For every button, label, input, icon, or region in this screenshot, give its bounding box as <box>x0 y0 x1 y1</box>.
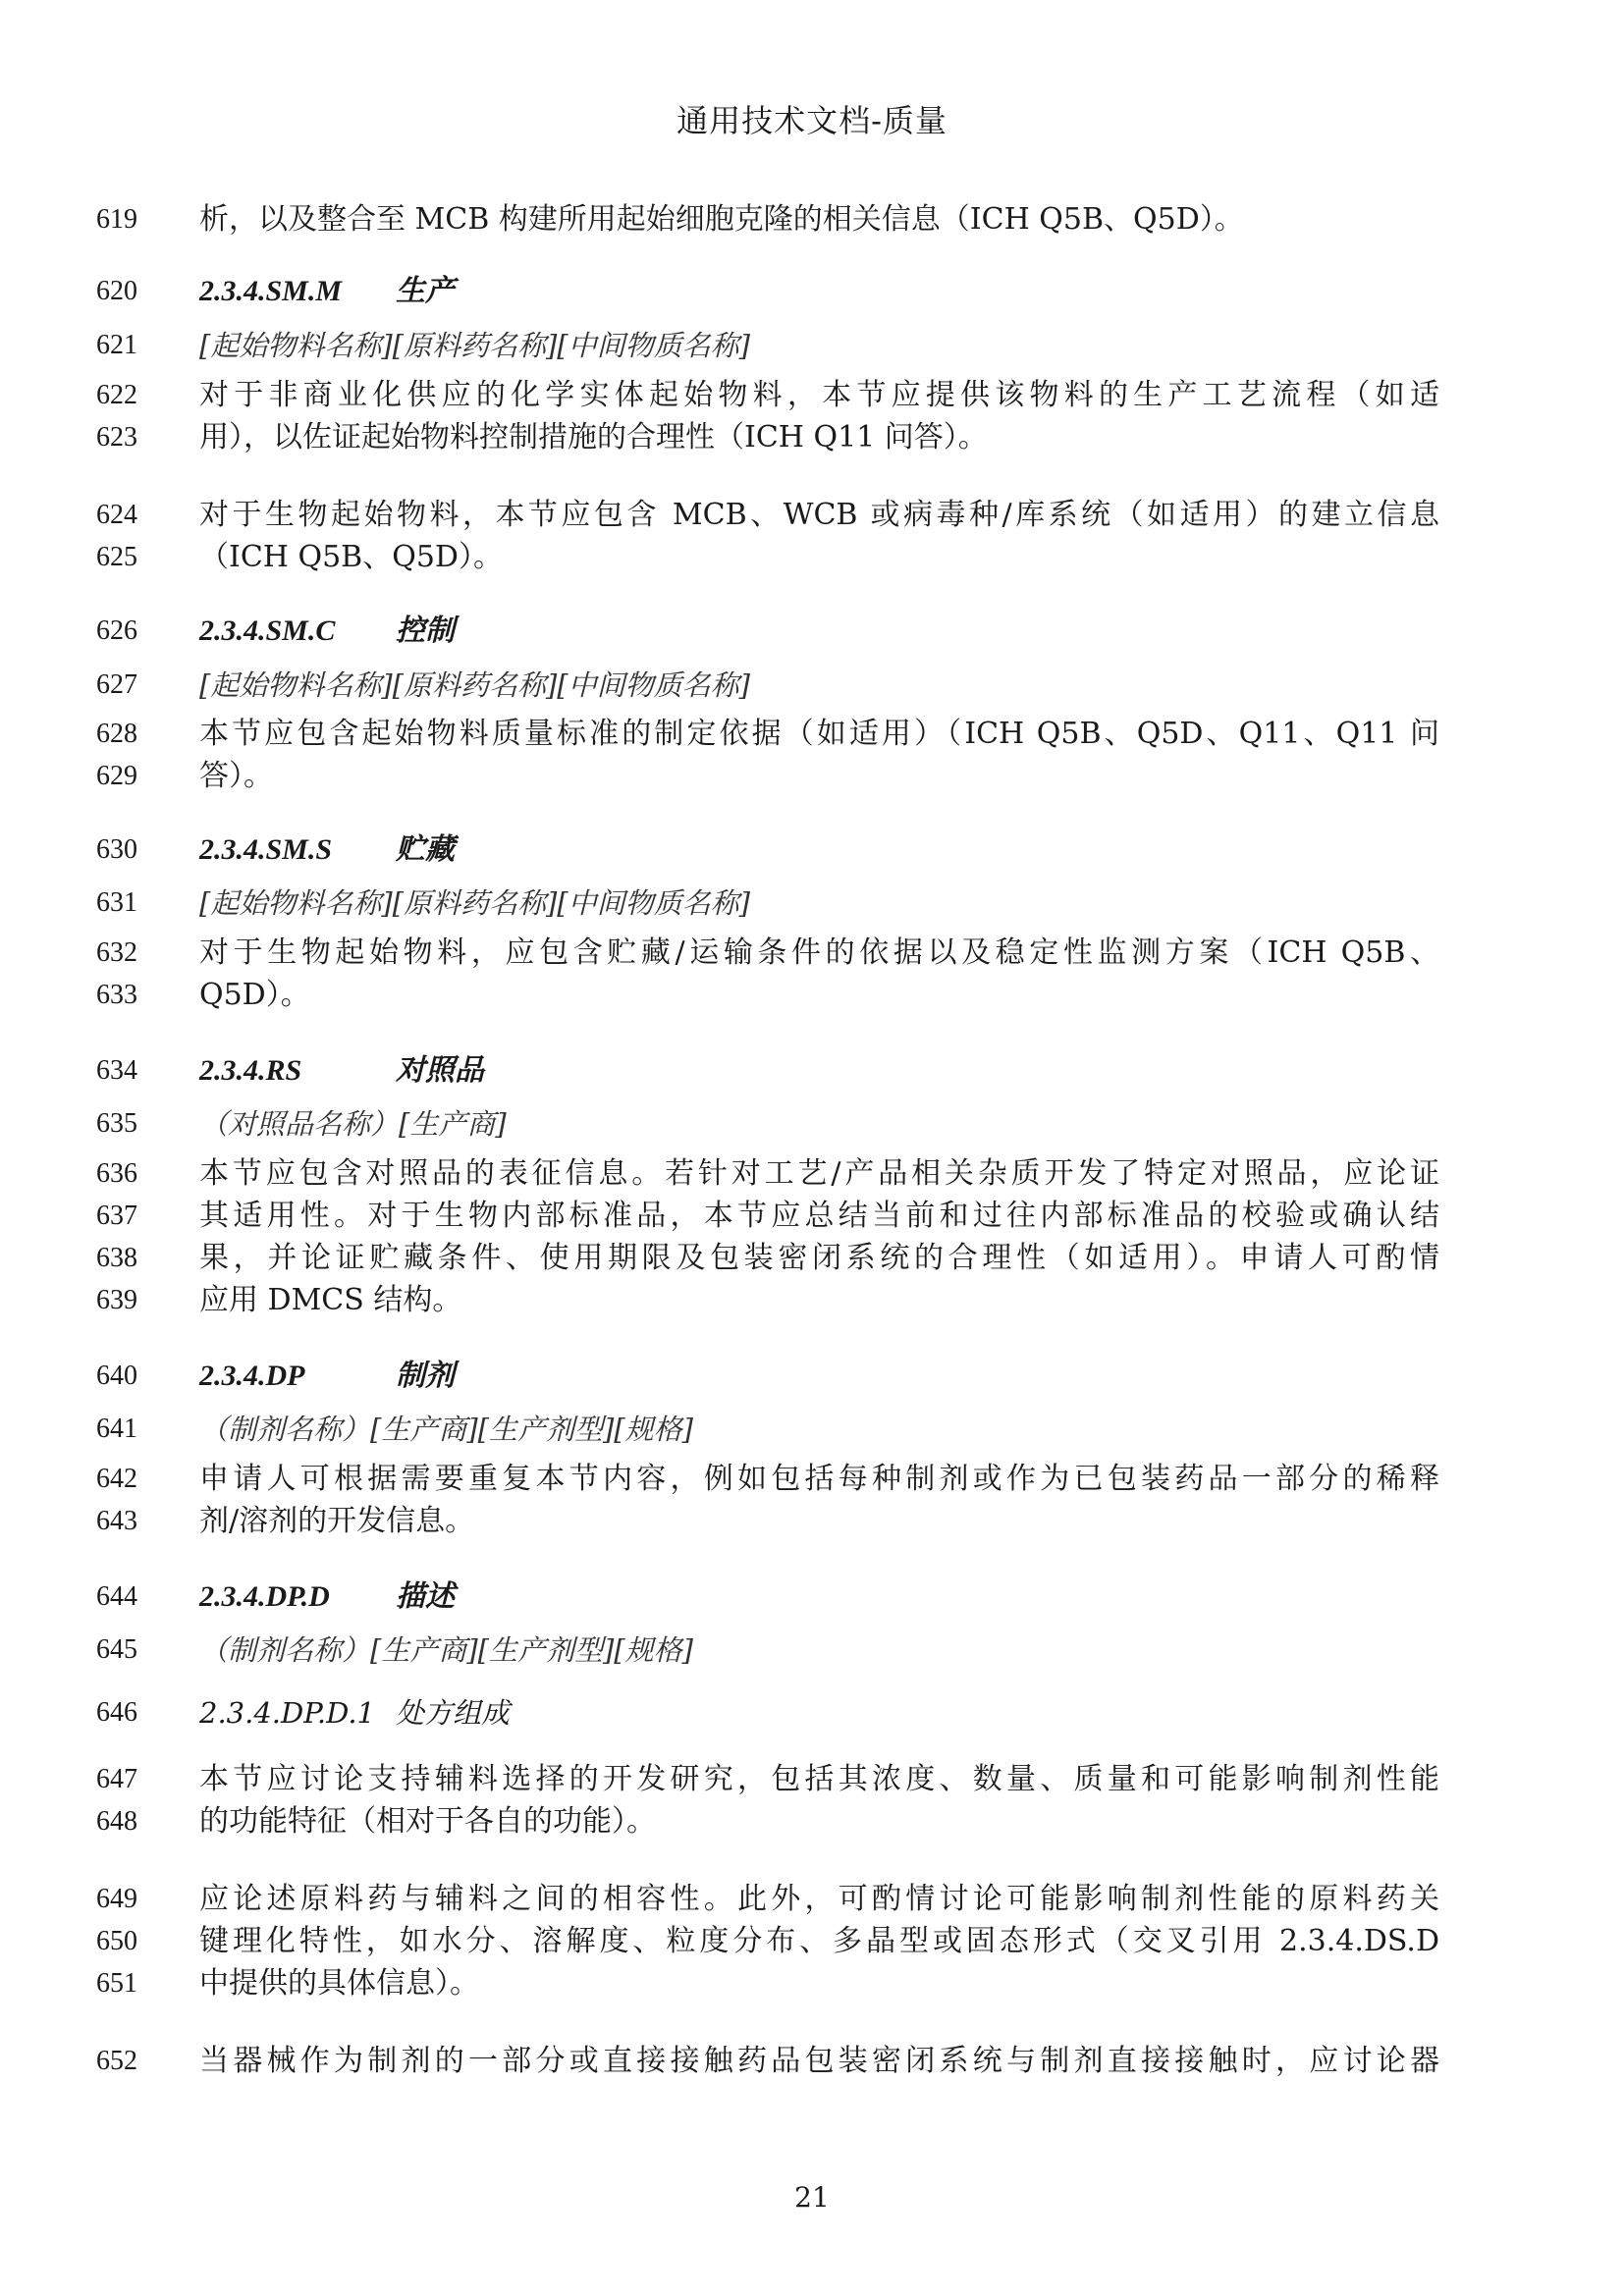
line-number: 629 <box>96 761 137 791</box>
placeholder-line: [起始物料名称][原料药名称][中间物质名称] <box>199 668 750 702</box>
section-heading <box>199 270 1439 313</box>
section-number: 2.3.4.SM.M <box>199 275 343 307</box>
section-number: 2.3.4.DP.D.1 <box>199 1696 375 1730</box>
line-number: 637 <box>96 1201 137 1231</box>
line-number: 627 <box>96 669 137 700</box>
section-number: 2.3.4.RS <box>199 1054 302 1087</box>
line-number: 620 <box>96 276 137 306</box>
line-number: 631 <box>96 887 137 918</box>
line-number: 635 <box>96 1108 137 1139</box>
section-heading <box>199 1049 1439 1093</box>
document-line <box>0 1800 1624 1843</box>
document-line <box>0 1152 1624 1196</box>
body-text-line: 剂/溶剂的开发信息。 <box>199 1504 475 1538</box>
document-line <box>0 1575 1624 1619</box>
line-number: 646 <box>96 1697 137 1728</box>
placeholder-line: （对照品名称）[生产商] <box>199 1107 507 1141</box>
section-title: 对照品 <box>396 1053 484 1088</box>
section-heading <box>199 1575 1439 1619</box>
document-line <box>0 1237 1624 1280</box>
line-number: 633 <box>96 980 137 1010</box>
section-number: 2.3.4.SM.C <box>199 614 336 647</box>
body-text-line: 其适用性。对于生物内部标准品，本节应总结当前和过往内部标准品的校验或确认结 <box>199 1199 1439 1233</box>
body-text-line: 对于生物起始物料，本节应包含 MCB、WCB 或病毒种/库系统（如适用）的建立信息 <box>199 498 1439 532</box>
placeholder-line: （制剂名称）[生产商][生产剂型][规格] <box>199 1413 693 1446</box>
document-line <box>0 1102 1624 1146</box>
line-number: 622 <box>96 380 137 410</box>
placeholder-line: （制剂名称）[生产商][生产剂型][规格] <box>199 1633 693 1667</box>
document-line <box>0 1195 1624 1238</box>
body-text-line: 本节应讨论支持辅料选择的开发研究，包括其浓度、数量、质量和可能影响制剂性能 <box>199 1762 1439 1796</box>
line-number: 624 <box>96 500 137 530</box>
line-number: 632 <box>96 937 137 968</box>
line-number: 643 <box>96 1506 137 1536</box>
document-line <box>0 270 1624 313</box>
line-number: 621 <box>96 330 137 360</box>
document-line <box>0 713 1624 756</box>
section-number: 2.3.4.DP <box>199 1360 305 1392</box>
line-number: 647 <box>96 1764 137 1794</box>
document-line <box>0 1629 1624 1672</box>
body-text-line: 本节应包含对照品的表征信息。若针对工艺/产品相关杂质开发了特定对照品，应论证 <box>199 1156 1439 1191</box>
line-number: 651 <box>96 1968 137 1999</box>
document-line <box>0 494 1624 537</box>
document-line <box>0 828 1624 872</box>
body-text-line: 析，以及整合至 MCB 构建所用起始细胞克隆的相关信息（ICH Q5B、Q5D）。 <box>199 202 1244 237</box>
section-number: 2.3.4.SM.S <box>199 833 333 866</box>
document-line <box>0 755 1624 798</box>
section-title: 控制 <box>396 614 455 648</box>
body-text-line: 应用 DMCS 结构。 <box>199 1283 462 1317</box>
placeholder-line: [起始物料名称][原料药名称][中间物质名称] <box>199 329 750 362</box>
document-line <box>0 610 1624 653</box>
line-number: 638 <box>96 1243 137 1273</box>
section-title: 贮藏 <box>396 832 455 867</box>
line-number: 626 <box>96 615 137 646</box>
body-text-line: Q5D）。 <box>199 978 310 1012</box>
document-line <box>0 2040 1624 2083</box>
line-number: 650 <box>96 1926 137 1956</box>
document-line <box>0 1920 1624 1963</box>
body-text-line: 果，并论证贮藏条件、使用期限及包装密闭系统的合理性（如适用）。申请人可酌情 <box>199 1241 1439 1275</box>
line-number: 630 <box>96 834 137 865</box>
section-heading <box>199 610 1439 653</box>
body-text-line: 当器械作为制剂的一部分或直接接触药品包装密闭系统与制剂直接接触时，应讨论器 <box>199 2044 1439 2078</box>
body-text-line: 的功能特征（相对于各自的功能）。 <box>199 1804 656 1839</box>
body-text-line: 答）。 <box>199 759 273 793</box>
body-text-line: 中提供的具体信息）。 <box>199 1966 479 2001</box>
line-number: 619 <box>96 204 137 235</box>
document-line <box>0 1878 1624 1921</box>
section-heading <box>199 1355 1439 1398</box>
section-number: 2.3.4.DP.D <box>199 1580 330 1613</box>
line-number: 648 <box>96 1806 137 1837</box>
body-text-line: （ICH Q5B、Q5D）。 <box>199 540 503 574</box>
document-line <box>0 1458 1624 1501</box>
page-header: 通用技术文档-质量 <box>677 102 947 139</box>
line-number: 641 <box>96 1414 137 1444</box>
line-number: 636 <box>96 1158 137 1189</box>
body-text-line: 对于非商业化供应的化学实体起始物料，本节应提供该物料的生产工艺流程（如适 <box>199 378 1439 412</box>
document-line <box>0 1500 1624 1543</box>
document-line <box>0 198 1624 241</box>
document-line <box>0 1355 1624 1398</box>
line-number: 623 <box>96 422 137 453</box>
line-number: 640 <box>96 1361 137 1391</box>
section-heading <box>199 828 1439 872</box>
line-number: 644 <box>96 1581 137 1612</box>
document-line <box>0 1279 1624 1322</box>
section-title: 处方组成 <box>396 1696 511 1730</box>
body-text-line: 应论述原料药与辅料之间的相容性。此外，可酌情讨论可能影响制剂性能的原料药关 <box>199 1882 1439 1916</box>
document-line <box>0 374 1624 417</box>
document-line <box>0 324 1624 367</box>
body-text-line: 键理化特性，如水分、溶解度、粒度分布、多晶型或固态形式（交叉引用 2.3.4.DS.D <box>199 1924 1439 1958</box>
document-line <box>0 1758 1624 1801</box>
body-text-line: 申请人可根据需要重复本节内容，例如包括每种制剂或作为已包装药品一部分的稀释 <box>199 1462 1439 1496</box>
document-line <box>0 664 1624 707</box>
body-text-line: 对于生物起始物料，应包含贮藏/运输条件的依据以及稳定性监测方案（ICH Q5B、 <box>199 935 1439 970</box>
subsection-heading <box>199 1691 1439 1735</box>
line-number: 642 <box>96 1464 137 1494</box>
document-line <box>0 1049 1624 1093</box>
document-line <box>0 1962 1624 2005</box>
line-number: 645 <box>96 1634 137 1665</box>
line-number: 652 <box>96 2046 137 2076</box>
document-line <box>0 536 1624 579</box>
line-number: 628 <box>96 719 137 749</box>
body-text-line: 本节应包含起始物料质量标准的制定依据（如适用）（ICH Q5B、Q5D、Q11、Q11 问 <box>199 717 1439 751</box>
section-title: 生产 <box>396 274 455 308</box>
section-title: 描述 <box>396 1579 455 1614</box>
line-number: 634 <box>96 1055 137 1086</box>
document-line <box>0 1691 1624 1735</box>
document-line <box>0 932 1624 975</box>
document-line <box>0 416 1624 459</box>
body-text-line: 用），以佐证起始物料控制措施的合理性（ICH Q11 问答）。 <box>199 420 988 454</box>
document-line <box>0 881 1624 925</box>
line-number: 639 <box>96 1285 137 1315</box>
page-number: 21 <box>794 2181 830 2214</box>
line-number: 649 <box>96 1884 137 1914</box>
document-line <box>0 1408 1624 1451</box>
placeholder-line: [起始物料名称][原料药名称][中间物质名称] <box>199 886 750 920</box>
section-title: 制剂 <box>396 1359 455 1393</box>
document-line <box>0 974 1624 1017</box>
line-number: 625 <box>96 542 137 572</box>
